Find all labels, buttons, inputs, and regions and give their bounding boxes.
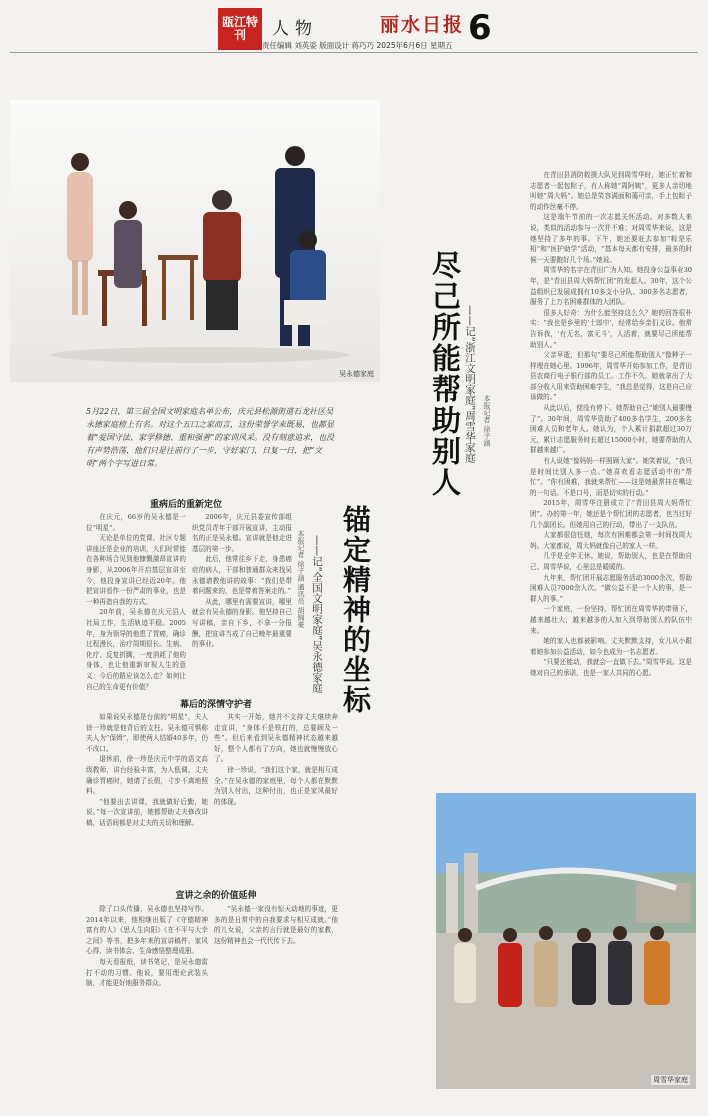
- paragraph: 无论是单位的党课、社区专题讲座还是企业的培训，人们时常能在各种场合见到他慷慨激昂宣讲的身影，从2006年开启基层宣讲至今，他投身宣讲已经近20年。他把宣讲看作一份严肃的事业，也是一种再造自我的方式。: [86, 534, 186, 606]
- paragraph: “只要还能动，我就会一直做下去。”周雪华说。这是她对自己的承诺，也是一家人共同的心愿。: [530, 658, 692, 677]
- paragraph: 大家都很信任她，每次有困难都会第一时间找周大妈。大家都说，周大妈就像自己的家人一样。: [530, 531, 692, 550]
- paragraph: 几乎是全年无休。她说，帮助别人，也是在帮助自己。周雪华说，心里总是暖暖的。: [530, 552, 692, 571]
- paragraph: 父亲早逝，但那句“要尽己所能帮助别人”像种子一样埋在她心里。1996年，周雪华开始参加工作，是青田县农商行电子银行部的员工。工作不久，她就拿出了大部分收入用来资助困难学生，“我总是觉得，这是自己应该做的。”: [530, 351, 692, 402]
- left-article-lead: 5月22日，第三届全国文明家庭名单公布，庆元县松源街道石龙社区吴永德家庭榜上有名。对这个五口之家而言，这份荣誉学来既易，也都显着“爱国守法、家学修德、重和强善”的家训风采。没有刻意追求，也没有声势浩荡，他们只是往前行了一步，守好家门，日复一日，把“文明”两个字写进日常。: [86, 407, 335, 468]
- paragraph: 徐一珍说，“我们这个家，就是相互成全。”在吴永德的家庭里，每个人都在默默为别人付出，这种付出，也正是家风最好的体现。: [214, 765, 338, 806]
- section-2-column-a: [86, 712, 208, 864]
- paragraph: 20年前，吴永德在庆元县人社局工作，生活轨迹平稳。2005年，身为领导的他患了胃癌，确诊过程漫长，治疗周期很长。生病、化疗、反复折腾，一度消耗了他的身体，也让他重新审视人生的意义：今后的路应该怎么走？如何让自己的生命更有价值？: [86, 608, 186, 690]
- paragraph: 2015年，周雪华注册成立了“青田县周大妈帮忙团”。办的第一年，她还是个帮忙团的志愿者，也当过好几个副团长。但她用自己的行动，带出了一支队伍。: [530, 499, 692, 529]
- section-3-column-a: [86, 904, 208, 1066]
- right-article-title: 尽己所能帮助别人: [428, 250, 462, 498]
- editors-line: 责任编辑 刘英姿 版面设计 蒋巧巧 2025年6月6日 星期五: [262, 41, 453, 50]
- section-heading-2: 幕后的深情守护者: [179, 700, 252, 710]
- left-article-byline: 本报记者 徐子涵 通讯员 胡锦豪: [297, 530, 305, 628]
- right-article-subtitle: ——记“浙江文明家庭”周雪华家庭: [464, 305, 476, 463]
- paragraph: 退休前，徐一珍是庆元中学的语文高级教师，讲台经验丰富，为人低调。丈夫确诊胃癌时，她请了长假，寸步不离地照料。: [86, 755, 208, 796]
- paragraph: 周雪华的名字在青田广为人知。她投身公益事业30年，是“青田县周大妈帮忙团”的发起人。30年，这个公益组织已发展成拥有10多支小分队、300多名志愿者，服务了上万名困难群体的大团队。: [530, 266, 692, 307]
- supplement-logo: [218, 8, 262, 50]
- section-heading-3: 宣讲之余的价值延伸: [175, 891, 257, 901]
- paragraph: 如果说吴永德是台前的“明星”，夫人徐一珍就是他背后的支柱。吴永德可惧称夫人为“保姆”，即使两人结婚40多年，仍不改口。: [86, 713, 208, 753]
- wu-family-photo-caption: 吴永德家庭: [339, 370, 374, 378]
- section-heading-1: 重病后的重新定位: [149, 500, 222, 510]
- paragraph: 很多人好奇：为什么能坚持这么久？她的回答很朴实：“我也是乡里的‘土郎中’，经常给乡亲们义诊。他常告诉我，‘有无名，富无斗’，人活着，就要尽己所能帮助别人。”: [530, 308, 692, 349]
- right-article-byline: 本报记者 徐子涵: [483, 395, 491, 447]
- zhou-family-photo-caption: 周雪华家庭: [653, 1076, 688, 1084]
- zhou-family-photo: [436, 793, 696, 1089]
- left-article-subtitle: ——记“全国文明家庭”吴永德家庭: [311, 535, 323, 693]
- section-title: 人物: [272, 19, 318, 39]
- paragraph: 此后，他常往乡下走，身患癌症的病人，干部和普通群众来找吴永德请教他讲的故事：“我们是带着问题来的，也是带着答案走的。”: [192, 555, 292, 596]
- paragraph: 在庆元，66岁的吴永德是一位“明星”。: [86, 513, 186, 532]
- newspaper-name: 丽水日报: [380, 14, 465, 36]
- left-article-title: 锚定精神的坐标: [339, 505, 372, 715]
- supplement-logo-text: 瓯江特刊: [221, 15, 258, 42]
- paragraph: 这是端午节前的一次志愿关怀活动。对多数人来说，类似的活动参与一次并不难；对周雪华来说，这是她坚持了多年的事。下午，她还要赶去参加“粽是乐相”和“医护助学”活动，“基本每天都有安排，最多的时候一天要跑好几个场。”她说。: [530, 213, 692, 264]
- wu-family-photo: [10, 100, 380, 382]
- paragraph: 每天看报纸，读书笔记，是吴永德雷打不动的习惯。他说，要用理论武装头脑，才能更好地服务群众。: [86, 957, 208, 988]
- section-1-column-b: [192, 512, 292, 690]
- section-2-column-b: [214, 712, 338, 864]
- paragraph: 一个家庭，一份坚持。帮忙团在周雪华的带领下，越来越壮大，越来越多的人加入到帮助别人的队伍中来。: [530, 605, 692, 635]
- paragraph: 从此，哪里有需要宣讲，哪里就会有吴永德的身影。他坚持自己写讲稿，亲自下乡，不拿一分报酬，把宣讲当成了自己晚年最重要的事业。: [192, 597, 292, 649]
- paragraph: 有人说她“像妈妈一样照顾大家”。她笑着说，“我只是时间比别人多一点。”她喜欢看志愿活动中的“帮忙”。“你有困难，我就来帮忙——这是她最常挂在嘴边的一句话。不是口号，而是切实的行动。”: [530, 457, 692, 497]
- section-3-column-b: [214, 904, 338, 1066]
- paragraph: 在青田县消防救援大队见到周雪华时，她正忙着和志愿者一起包粽子，有人称她“周阿姨”，更多人亲切地叫她“周大妈”。她总是笑容满面和蔼可亲，手上包粽子的动作丝毫不停。: [530, 171, 692, 211]
- paragraph: 其实一开始，她并不支持丈夫继续奔走宣讲，“身体不是铁打的，总要顾及一些”。但后来看到吴永德精神状态越来越好，整个人都有了方向，她也就慢慢放心了。: [214, 713, 338, 764]
- page-number: 6: [468, 8, 492, 48]
- paragraph: 从此以后，便没有停下。她帮助自己“她别人最要慢了”。30年间，周雪华资助了400多名学生，200多名困难人员和老年人。她认为，个人累计捐款超过30万元，累计志愿服务时长超过15000小时，她要帮助的人群越来越广。: [530, 404, 692, 455]
- paragraph: 除了口头传播，吴永德也坚持写作。2014年以来，他相继出版了《守德精神富有的人》《思人生向阳》《在不平与大幸之间》等书，把多年来的宣讲稿件、家风心得、读书体会、生命感悟整理成册。: [86, 905, 208, 956]
- paragraph: 她的家人也都被影响。丈夫默默支持，女儿从小跟着她参加公益活动，如今也成为一名志愿者。: [530, 637, 692, 656]
- right-article-body: [530, 170, 692, 745]
- paragraph: “他要出去讲课，我就做好后勤，她说。”每一次宣讲前，她都帮助丈夫修改讲稿，话语间都是对丈夫的关切和理解。: [86, 797, 208, 827]
- paragraph: 九年来，帮忙团开展志愿服务活动3000余次，帮助困难人员7000余人次。“做公益不是一个人的事，是一群人的事。”: [530, 573, 692, 603]
- masthead-divider: [10, 52, 698, 53]
- paragraph: “吴永德一家没有惊天动地的事迹，更多的是日常中的自我要求与相互成就。”他的儿女说，父亲的言行就是最好的家教，这份精神也会一代代传下去。: [214, 905, 338, 945]
- paragraph: 2006年，庆元县委宣传部组织党员青年干部开展宣讲，主动报名的正是吴永德。宣讲就是他走进基层的第一步。: [192, 513, 292, 553]
- section-1-column-a: [86, 512, 186, 690]
